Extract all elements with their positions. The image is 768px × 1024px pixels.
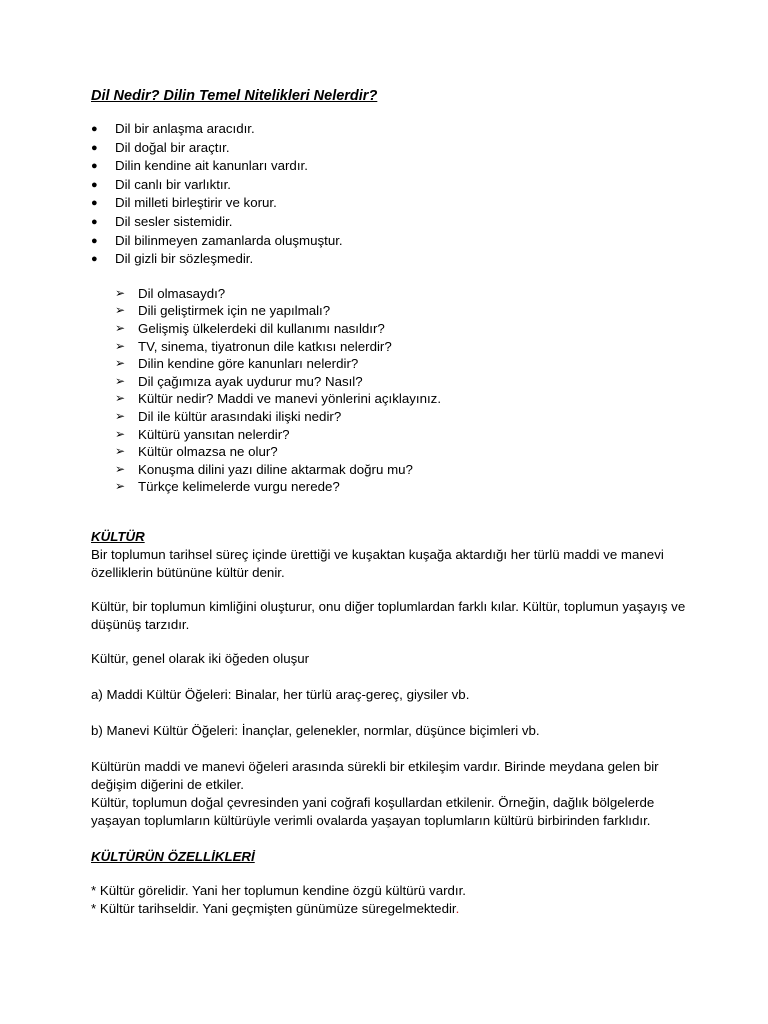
arrow-icon: ➢ bbox=[115, 461, 126, 476]
arrow-icon: ➢ bbox=[115, 426, 126, 441]
list-item: ➢ Kültürü yansıtan nelerdir? bbox=[115, 426, 290, 442]
list-item: ● Dil bir anlaşma aracıdır. bbox=[91, 120, 691, 139]
arrow-icon: ➢ bbox=[115, 373, 126, 388]
arrow-icon: ➢ bbox=[115, 391, 126, 406]
kultur-heading: KÜLTÜR bbox=[91, 528, 145, 544]
kultur-environment: Kültür, toplumun doğal çevresinden yani coğrafi koşullardan etkilenir. Örneğin, dağlık bölgelerde yaşayan toplumların kültürüyle verimli ovalarda yaşayan toplumların kültürü birbirinden farklıdır. bbox=[91, 794, 655, 828]
bullet-icon: ● bbox=[91, 215, 98, 228]
list-item: ● Dil sesler sistemidir. bbox=[91, 213, 691, 232]
trailing-mark: . bbox=[455, 900, 460, 916]
list-item: ➢ Dil çağımıza ayak uydurur mu? Nasıl? bbox=[115, 373, 363, 389]
list-item: ● Dil milleti birleştirir ve korur. bbox=[91, 194, 691, 213]
arrow-icon: ➢ bbox=[115, 408, 126, 423]
bullet-icon: ● bbox=[91, 160, 98, 173]
list-item: ➢ Konuşma dilini yazı diline aktarmak doğru mu? bbox=[115, 461, 413, 477]
ozellikler-heading: KÜLTÜRÜN ÖZELLİKLERİ bbox=[91, 848, 255, 864]
bullet-icon: ● bbox=[91, 253, 98, 266]
list-item: ➢ Dil ile kültür arasındaki ilişki nedir? bbox=[115, 408, 342, 424]
list-item: ● Dil gizli bir sözleşmedir. bbox=[91, 250, 691, 269]
ozellik-item: * Kültür tarihseldir. Yani geçmişten günümüze süregelmektedir. bbox=[91, 900, 460, 916]
list-item: ● Dil bilinmeyen zamanlarda oluşmuştur. bbox=[91, 232, 691, 251]
kultur-identity: Kültür, bir toplumun kimliğini oluşturur, onu diğer toplumlardan farklı kılar. Kültür, toplumun yaşayış ve düşünüş tarzıdır. bbox=[91, 598, 686, 632]
kultur-interaction: Kültürün maddi ve manevi öğeleri arasında sürekli bir etkileşim vardır. Birinde meydana gelen bir değişim diğerini de etkiler. bbox=[91, 758, 659, 792]
bullet-icon: ● bbox=[91, 234, 98, 247]
kultur-definition: Bir toplumun tarihsel süreç içinde ürettiği ve kuşaktan kuşağa aktardığı her türlü maddi ve manevi özelliklerin bütününe kültür denir. bbox=[91, 546, 664, 580]
bullet-icon: ● bbox=[91, 178, 98, 191]
document-title: Dil Nedir? Dilin Temel Nitelikleri Nelerdir? bbox=[91, 88, 378, 104]
bullet-icon: ● bbox=[91, 197, 98, 210]
bullet-icon: ● bbox=[91, 141, 98, 154]
arrow-icon: ➢ bbox=[115, 303, 126, 318]
kultur-two-elements: Kültür, genel olarak iki öğeden oluşur bbox=[91, 650, 310, 666]
ozellik-item: * Kültür görelidir. Yani her toplumun kendine özgü kültürü vardır. bbox=[91, 882, 466, 898]
questions-list bbox=[115, 285, 691, 496]
kultur-maddi: a) Maddi Kültür Öğeleri: Binalar, her türlü araç-gereç, giysiler vb. bbox=[91, 686, 470, 702]
arrow-icon: ➢ bbox=[115, 320, 126, 335]
list-item: ➢ Dil olmasaydı? bbox=[115, 285, 226, 301]
arrow-icon: ➢ bbox=[115, 444, 126, 459]
list-item: ● Dilin kendine ait kanunları vardır. bbox=[91, 157, 691, 176]
arrow-icon: ➢ bbox=[115, 356, 126, 371]
arrow-icon: ➢ bbox=[115, 285, 126, 300]
list-item: ➢ TV, sinema, tiyatronun dile katkısı nelerdir? bbox=[115, 338, 392, 354]
list-item: ➢ Kültür nedir? Maddi ve manevi yönlerini açıklayınız. bbox=[115, 391, 442, 407]
bullet-icon: ● bbox=[91, 123, 98, 135]
arrow-icon: ➢ bbox=[115, 479, 126, 494]
document-body bbox=[91, 86, 691, 918]
list-item: ➢ Kültür olmazsa ne olur? bbox=[115, 444, 278, 460]
list-item: ➢ Gelişmiş ülkelerdeki dil kullanımı nasıldır? bbox=[115, 320, 385, 336]
kultur-manevi: b) Manevi Kültür Öğeleri: İnançlar, gelenekler, normlar, düşünce biçimleri vb. bbox=[91, 722, 540, 738]
list-item: ➢ Dilin kendine göre kanunları nelerdir? bbox=[115, 356, 359, 372]
list-item: ● Dil doğal bir araçtır. bbox=[91, 139, 691, 158]
arrow-icon: ➢ bbox=[115, 338, 126, 353]
traits-list bbox=[91, 120, 691, 269]
list-item: ➢ Dili geliştirmek için ne yapılmalı? bbox=[115, 303, 331, 319]
list-item: ● Dil canlı bir varlıktır. bbox=[91, 176, 691, 195]
list-item: ➢ Türkçe kelimelerde vurgu nerede? bbox=[115, 479, 340, 495]
